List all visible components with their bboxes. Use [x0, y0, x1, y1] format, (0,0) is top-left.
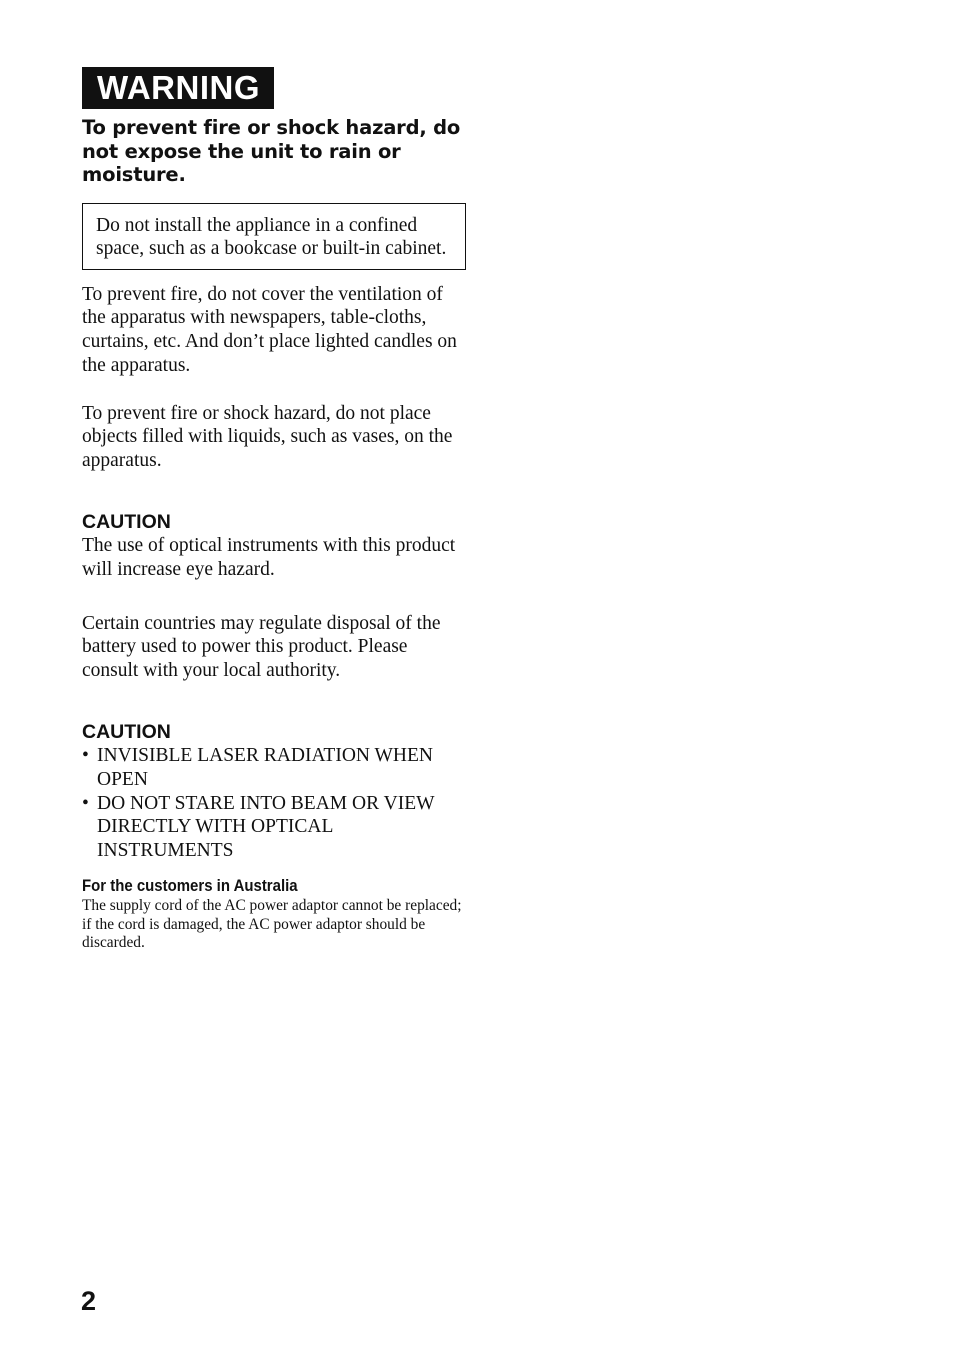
- caution-heading-laser: CAUTION: [82, 721, 171, 744]
- main-column: [82, 67, 466, 968]
- australia-text: The supply cord of the AC power adaptor cannot be replaced; if the cord is damaged, the AC power adaptor should be discarded.: [82, 897, 462, 952]
- ventilation-paragraph: To prevent fire, do not cover the ventilation of the apparatus with newspapers, table-cloths, curtains, etc. And don’t place lighted candles on the apparatus.: [82, 283, 457, 376]
- battery-notice: Certain countries may regulate disposal of the battery used to power this product. Please consult with your local authority.: [82, 612, 441, 682]
- australia-heading: For the customers in Australia: [82, 876, 298, 896]
- caution-optical-text: The use of optical instruments with this product will increase eye hazard.: [82, 535, 456, 580]
- list-item-text: INVISIBLE LASER RADIATION WHEN OPEN: [97, 745, 433, 790]
- warning-title: WARNING: [82, 67, 274, 109]
- list-item-text: DO NOT STARE INTO BEAM OR VIEW DIRECTLY WITH OPTICAL INSTRUMENTS: [97, 792, 435, 862]
- warning-subtitle: To prevent fire or shock hazard, do not expose the unit to rain or moisture.: [82, 116, 461, 186]
- laser-warning-list: [82, 744, 466, 863]
- list-item: [82, 792, 466, 863]
- bullet-icon: •: [82, 745, 89, 767]
- liquids-paragraph: To prevent fire or shock hazard, do not place objects filled with liquids, such as vases, on the apparatus.: [82, 402, 453, 472]
- page-number: 2: [81, 1286, 97, 1316]
- list-item: [82, 744, 466, 792]
- bullet-icon: •: [82, 792, 89, 814]
- caution-heading-optical: CAUTION: [82, 511, 171, 534]
- boxed-notice: Do not install the appliance in a confined space, such as a bookcase or built-in cabinet.: [82, 203, 466, 270]
